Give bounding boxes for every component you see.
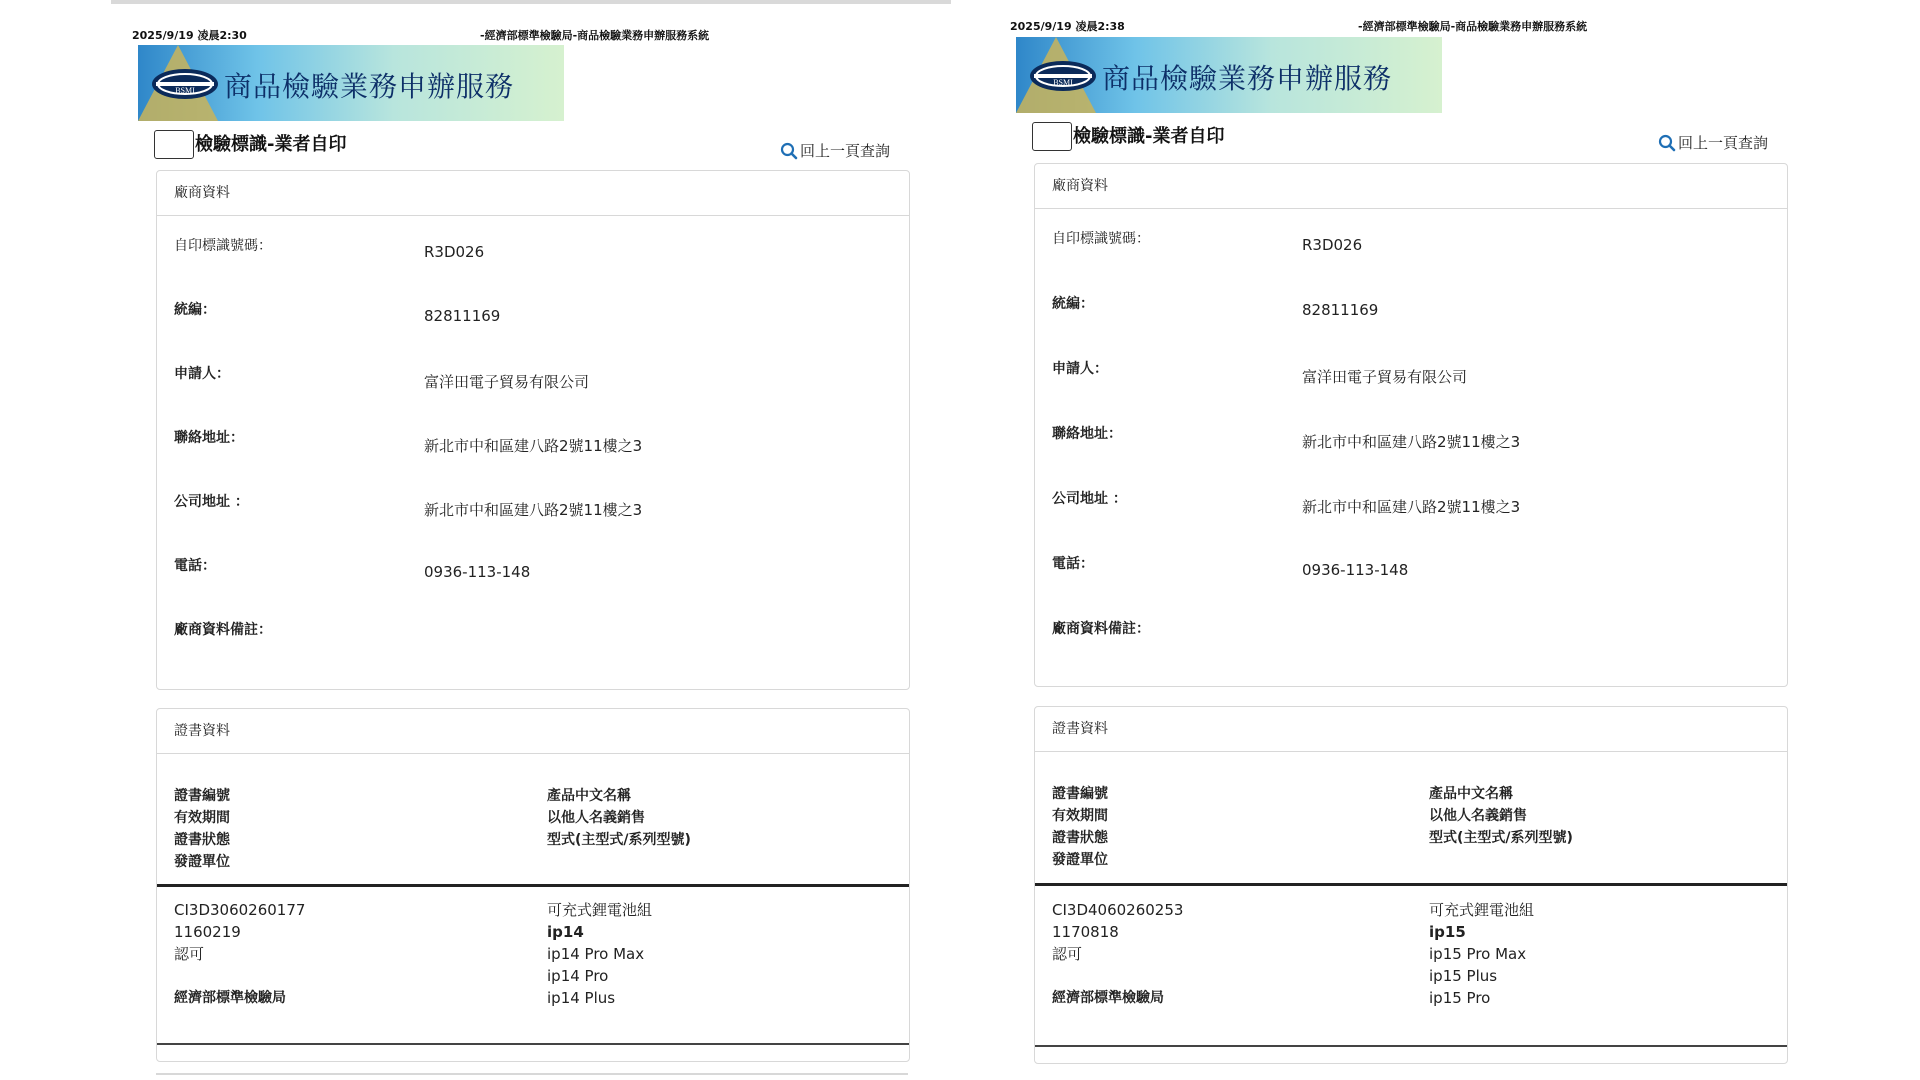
column-header: 有效期間 bbox=[1052, 808, 1108, 824]
cert-header-left bbox=[1052, 783, 1108, 871]
field-value: 82811169 bbox=[424, 307, 501, 325]
field-value: 新北市中和區建八路2號11樓之3 bbox=[424, 437, 643, 455]
field-value: 新北市中和區建八路2號11樓之3 bbox=[424, 501, 643, 519]
vendor-field-row bbox=[1052, 423, 1772, 453]
vendor-field-row bbox=[174, 299, 894, 329]
vendor-field-row bbox=[174, 363, 894, 393]
vendor-field-row bbox=[174, 619, 894, 649]
spacer bbox=[1052, 965, 1183, 987]
series-model: ip15 Pro Max bbox=[1429, 945, 1527, 963]
cert-status: 認可 bbox=[1052, 945, 1083, 963]
vendor-panel bbox=[1034, 163, 1788, 687]
vendor-field-row bbox=[1052, 618, 1772, 648]
field-label: 統編： bbox=[1052, 296, 1094, 312]
cert-number: CI3D3060260177 bbox=[174, 901, 306, 919]
cert-header-right bbox=[547, 785, 691, 851]
column-header: 型式(主型式/系列型號) bbox=[547, 832, 691, 848]
cert-issuer: 經濟部標準檢驗局 bbox=[1052, 990, 1164, 1006]
field-value: 新北市中和區建八路2號11樓之3 bbox=[1302, 498, 1521, 516]
column-header: 發證單位 bbox=[174, 854, 230, 870]
field-label: 自印標識號碼： bbox=[174, 238, 272, 254]
cert-validity: 1170818 bbox=[1052, 923, 1119, 941]
logo-text: BSMI bbox=[1053, 78, 1073, 87]
series-model: ip15 Plus bbox=[1429, 967, 1498, 985]
print-date: 2025/9/19 凌晨2:38 bbox=[1010, 20, 1125, 33]
column-header: 證書編號 bbox=[174, 788, 230, 804]
series-model: ip14 Pro Max bbox=[547, 945, 645, 963]
print-system-name: -經濟部標準檢驗局-商品檢驗業務申辦服務系統 bbox=[480, 29, 710, 42]
site-banner bbox=[1016, 37, 1442, 113]
page-heading: 檢驗標識-業者自印 bbox=[1073, 126, 1225, 147]
cert-bottom-rule bbox=[1035, 1045, 1787, 1047]
column-header: 以他人名義銷售 bbox=[1429, 808, 1527, 824]
column-header: 有效期間 bbox=[174, 810, 230, 826]
cert-issuer: 經濟部標準檢驗局 bbox=[174, 990, 286, 1006]
print-header bbox=[130, 27, 910, 43]
back-link-label: 回上一頁查詢 bbox=[799, 142, 890, 160]
column-header: 證書狀態 bbox=[1052, 830, 1108, 846]
field-label: 廠商資料備註： bbox=[174, 622, 272, 638]
field-value: R3D026 bbox=[1302, 236, 1363, 254]
cert-validity: 1160219 bbox=[174, 923, 241, 941]
heading-row bbox=[1032, 120, 1772, 154]
cert-header-left bbox=[174, 785, 230, 873]
vendor-field-row bbox=[174, 427, 894, 457]
print-page-left bbox=[130, 0, 930, 1080]
logo-text: BSMI bbox=[175, 86, 195, 95]
vendor-field-row bbox=[1052, 228, 1772, 258]
column-header: 發證單位 bbox=[1052, 852, 1108, 868]
next-section-rule bbox=[156, 1073, 908, 1075]
vendor-field-row bbox=[174, 555, 894, 585]
cert-status: 認可 bbox=[174, 945, 205, 963]
vendor-field-row bbox=[1052, 293, 1772, 323]
print-select-checkbox[interactable] bbox=[154, 130, 194, 159]
back-to-query-link[interactable] bbox=[1658, 132, 1768, 153]
field-value: 新北市中和區建八路2號11樓之3 bbox=[1302, 433, 1521, 451]
column-header: 證書狀態 bbox=[174, 832, 230, 848]
back-link-label: 回上一頁查詢 bbox=[1677, 134, 1768, 152]
site-banner bbox=[138, 45, 564, 121]
certificate-panel bbox=[156, 708, 910, 1062]
field-label: 電話： bbox=[1052, 556, 1094, 572]
bsmi-logo-icon bbox=[150, 67, 220, 101]
cert-number: CI3D4060260253 bbox=[1052, 901, 1184, 919]
vendor-field-row bbox=[174, 491, 894, 521]
search-icon bbox=[780, 142, 798, 160]
field-value: 富洋田電子貿易有限公司 bbox=[1302, 368, 1468, 386]
cert-row-right bbox=[1429, 899, 1534, 1009]
product-name: 可充式鋰電池組 bbox=[547, 901, 653, 919]
search-icon bbox=[1658, 134, 1676, 152]
field-label: 聯絡地址： bbox=[174, 430, 244, 446]
column-header: 證書編號 bbox=[1052, 786, 1108, 802]
banner-title: 商品檢驗業務申辦服務 bbox=[1102, 62, 1393, 95]
page-heading: 檢驗標識-業者自印 bbox=[195, 134, 347, 155]
cert-row-left bbox=[174, 899, 305, 1009]
field-value: 82811169 bbox=[1302, 301, 1379, 319]
field-value: 富洋田電子貿易有限公司 bbox=[424, 373, 590, 391]
series-model: ip14 Pro bbox=[547, 967, 609, 985]
field-label: 申請人： bbox=[1052, 361, 1108, 377]
print-page-right bbox=[1008, 0, 1808, 1080]
series-model: ip14 Plus bbox=[547, 989, 616, 1007]
cert-header-right bbox=[1429, 783, 1573, 849]
cert-row-right bbox=[547, 899, 652, 1009]
field-label: 公司地址 ： bbox=[1052, 491, 1127, 507]
cert-row-left bbox=[1052, 899, 1183, 1009]
field-label: 聯絡地址： bbox=[1052, 426, 1122, 442]
banner-title: 商品檢驗業務申辦服務 bbox=[224, 70, 515, 103]
main-model: ip14 bbox=[547, 923, 584, 941]
field-label: 廠商資料備註： bbox=[1052, 621, 1150, 637]
spacer bbox=[174, 965, 305, 987]
column-header: 以他人名義銷售 bbox=[547, 810, 645, 826]
back-to-query-link[interactable] bbox=[780, 140, 890, 161]
main-model: ip15 bbox=[1429, 923, 1466, 941]
column-header: 型式(主型式/系列型號) bbox=[1429, 830, 1573, 846]
column-header: 產品中文名稱 bbox=[1429, 786, 1513, 802]
print-date: 2025/9/19 凌晨2:30 bbox=[132, 29, 247, 42]
certificate-section-title: 證書資料 bbox=[1035, 707, 1787, 752]
product-name: 可充式鋰電池組 bbox=[1429, 901, 1535, 919]
cert-header-divider bbox=[157, 884, 909, 887]
certificate-panel bbox=[1034, 706, 1788, 1064]
series-model: ip15 Pro bbox=[1429, 989, 1491, 1007]
field-value: 0936-113-148 bbox=[1302, 561, 1409, 579]
vendor-field-row bbox=[1052, 358, 1772, 388]
cert-header-divider bbox=[1035, 883, 1787, 886]
field-label: 電話： bbox=[174, 558, 216, 574]
heading-row bbox=[154, 128, 894, 162]
vendor-section-title: 廠商資料 bbox=[157, 171, 909, 216]
field-label: 申請人： bbox=[174, 366, 230, 382]
print-system-name: -經濟部標準檢驗局-商品檢驗業務申辦服務系統 bbox=[1358, 20, 1588, 33]
certificate-section-title: 證書資料 bbox=[157, 709, 909, 754]
vendor-field-row bbox=[1052, 553, 1772, 583]
field-value: R3D026 bbox=[424, 243, 485, 261]
vendor-section-title: 廠商資料 bbox=[1035, 164, 1787, 209]
print-select-checkbox[interactable] bbox=[1032, 122, 1072, 151]
vendor-field-row bbox=[174, 235, 894, 265]
field-label: 自印標識號碼： bbox=[1052, 231, 1150, 247]
print-header bbox=[1008, 18, 1788, 34]
field-label: 公司地址 ： bbox=[174, 494, 249, 510]
column-header: 產品中文名稱 bbox=[547, 788, 631, 804]
field-value: 0936-113-148 bbox=[424, 563, 531, 581]
cert-bottom-rule bbox=[157, 1043, 909, 1045]
bsmi-logo-icon bbox=[1028, 59, 1098, 93]
field-label: 統編： bbox=[174, 302, 216, 318]
vendor-field-row bbox=[1052, 488, 1772, 518]
vendor-panel bbox=[156, 170, 910, 690]
